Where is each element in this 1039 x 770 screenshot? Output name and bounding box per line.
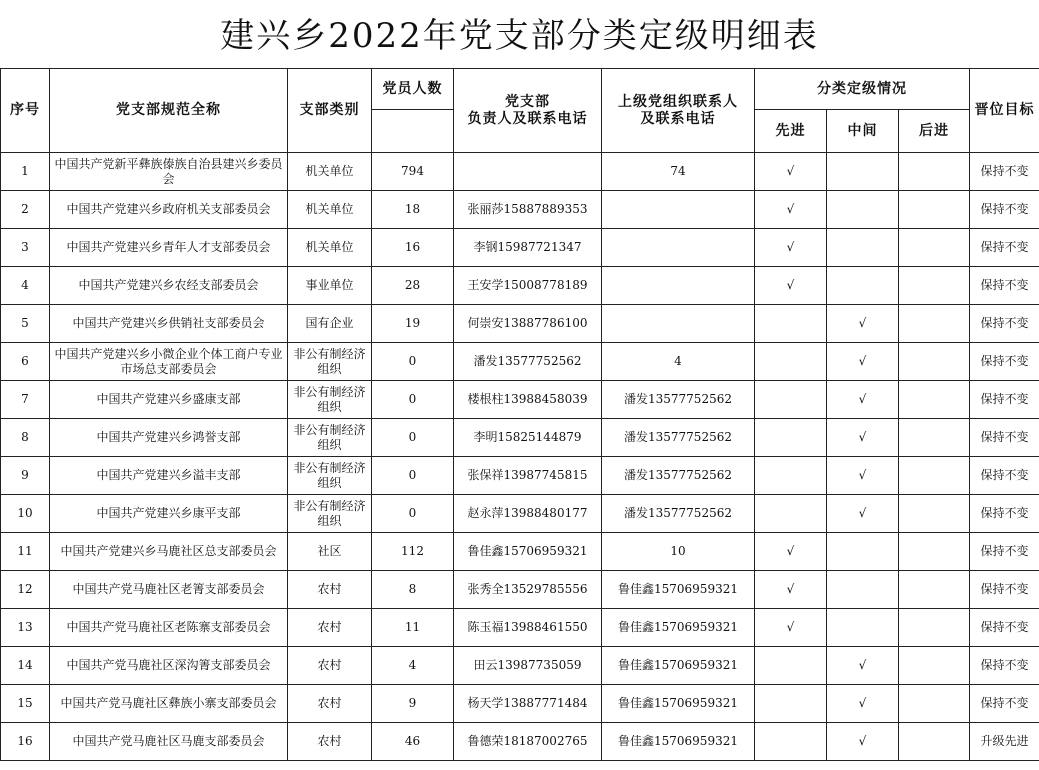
header-members-blank — [372, 110, 454, 153]
cell-name: 中国共产党新平彝族傣族自治县建兴乡委员会 — [50, 153, 288, 191]
cell-advanced: √ — [755, 153, 827, 191]
cell-members: 794 — [372, 153, 454, 191]
header-advanced: 先进 — [755, 110, 827, 153]
cell-category: 农村 — [288, 609, 372, 647]
cell-seq: 9 — [1, 457, 50, 495]
cell-advanced — [755, 419, 827, 457]
cell-name: 中国共产党建兴乡盛康支部 — [50, 381, 288, 419]
cell-advanced: √ — [755, 609, 827, 647]
cell-seq: 11 — [1, 533, 50, 571]
cell-target: 保持不变 — [970, 609, 1039, 647]
cell-superior — [602, 229, 755, 267]
header-leader: 党支部 负责人及联系电话 — [454, 69, 602, 153]
cell-category: 非公有制经济组织 — [288, 419, 372, 457]
cell-name: 中国共产党马鹿社区彝族小寨支部委员会 — [50, 685, 288, 723]
cell-target: 保持不变 — [970, 267, 1039, 305]
cell-middle: √ — [827, 381, 899, 419]
cell-backward — [899, 191, 970, 229]
cell-superior: 鲁佳鑫15706959321 — [602, 685, 755, 723]
cell-target: 保持不变 — [970, 419, 1039, 457]
cell-leader: 田云13987735059 — [454, 647, 602, 685]
cell-members: 9 — [372, 685, 454, 723]
header-seq: 序号 — [1, 69, 50, 153]
header-members: 党员人数 — [372, 69, 454, 110]
cell-advanced — [755, 305, 827, 343]
header-grading: 分类定级情况 — [755, 69, 970, 110]
cell-members: 0 — [372, 343, 454, 381]
cell-middle — [827, 267, 899, 305]
table-row — [1, 685, 1039, 723]
cell-name: 中国共产党马鹿社区老箐支部委员会 — [50, 571, 288, 609]
cell-backward — [899, 685, 970, 723]
table-row — [1, 495, 1039, 533]
cell-middle — [827, 191, 899, 229]
cell-leader: 李明15825144879 — [454, 419, 602, 457]
cell-middle — [827, 571, 899, 609]
table-row — [1, 571, 1039, 609]
cell-name: 中国共产党马鹿社区深沟箐支部委员会 — [50, 647, 288, 685]
cell-members: 11 — [372, 609, 454, 647]
cell-backward — [899, 609, 970, 647]
table-row — [1, 647, 1039, 685]
cell-superior: 74 — [602, 153, 755, 191]
cell-name: 中国共产党建兴乡鸿誉支部 — [50, 419, 288, 457]
cell-category: 非公有制经济组织 — [288, 457, 372, 495]
cell-advanced — [755, 495, 827, 533]
cell-category: 非公有制经济组织 — [288, 381, 372, 419]
cell-leader: 潘发13577752562 — [454, 343, 602, 381]
cell-superior — [602, 267, 755, 305]
header-target: 晋位目标 — [970, 69, 1039, 153]
cell-target: 保持不变 — [970, 229, 1039, 267]
cell-backward — [899, 267, 970, 305]
cell-category: 农村 — [288, 571, 372, 609]
cell-superior: 鲁佳鑫15706959321 — [602, 723, 755, 761]
cell-advanced: √ — [755, 267, 827, 305]
cell-advanced — [755, 457, 827, 495]
table-row — [1, 153, 1039, 191]
table-row — [1, 419, 1039, 457]
cell-backward — [899, 723, 970, 761]
cell-name: 中国共产党建兴乡农经支部委员会 — [50, 267, 288, 305]
cell-target: 保持不变 — [970, 305, 1039, 343]
cell-superior: 鲁佳鑫15706959321 — [602, 609, 755, 647]
cell-target: 保持不变 — [970, 647, 1039, 685]
cell-superior: 潘发13577752562 — [602, 495, 755, 533]
cell-middle — [827, 533, 899, 571]
cell-target: 保持不变 — [970, 153, 1039, 191]
cell-seq: 3 — [1, 229, 50, 267]
grading-table — [0, 68, 1039, 761]
cell-superior: 鲁佳鑫15706959321 — [602, 647, 755, 685]
cell-category: 机关单位 — [288, 153, 372, 191]
cell-members: 0 — [372, 419, 454, 457]
cell-category: 机关单位 — [288, 229, 372, 267]
cell-seq: 13 — [1, 609, 50, 647]
table-row — [1, 229, 1039, 267]
cell-seq: 5 — [1, 305, 50, 343]
cell-backward — [899, 419, 970, 457]
cell-leader: 鲁德荣18187002765 — [454, 723, 602, 761]
cell-category: 农村 — [288, 685, 372, 723]
cell-members: 0 — [372, 495, 454, 533]
cell-category: 社区 — [288, 533, 372, 571]
cell-backward — [899, 571, 970, 609]
cell-middle: √ — [827, 647, 899, 685]
cell-name: 中国共产党建兴乡马鹿社区总支部委员会 — [50, 533, 288, 571]
cell-middle: √ — [827, 305, 899, 343]
cell-members: 18 — [372, 191, 454, 229]
cell-seq: 2 — [1, 191, 50, 229]
cell-target: 保持不变 — [970, 343, 1039, 381]
cell-advanced — [755, 381, 827, 419]
cell-seq: 8 — [1, 419, 50, 457]
cell-superior: 4 — [602, 343, 755, 381]
cell-middle: √ — [827, 419, 899, 457]
table-body — [1, 153, 1039, 761]
header-middle: 中间 — [827, 110, 899, 153]
cell-members: 28 — [372, 267, 454, 305]
cell-target: 保持不变 — [970, 457, 1039, 495]
header-superior: 上级党组织联系人 及联系电话 — [602, 69, 755, 153]
cell-middle: √ — [827, 495, 899, 533]
cell-advanced: √ — [755, 229, 827, 267]
cell-members: 4 — [372, 647, 454, 685]
cell-middle — [827, 153, 899, 191]
cell-leader: 张保祥13987745815 — [454, 457, 602, 495]
cell-seq: 1 — [1, 153, 50, 191]
cell-leader: 鲁佳鑫15706959321 — [454, 533, 602, 571]
cell-advanced: √ — [755, 533, 827, 571]
cell-name: 中国共产党建兴乡康平支部 — [50, 495, 288, 533]
cell-middle: √ — [827, 343, 899, 381]
cell-backward — [899, 533, 970, 571]
cell-seq: 4 — [1, 267, 50, 305]
cell-superior: 10 — [602, 533, 755, 571]
cell-superior: 鲁佳鑫15706959321 — [602, 571, 755, 609]
cell-seq: 7 — [1, 381, 50, 419]
cell-leader: 王安学15008778189 — [454, 267, 602, 305]
cell-target: 保持不变 — [970, 533, 1039, 571]
cell-middle — [827, 609, 899, 647]
cell-seq: 14 — [1, 647, 50, 685]
cell-seq: 15 — [1, 685, 50, 723]
cell-backward — [899, 381, 970, 419]
table-row — [1, 381, 1039, 419]
cell-superior — [602, 191, 755, 229]
page-title: 建兴乡2022年党支部分类定级明细表 — [220, 16, 819, 56]
cell-superior: 潘发13577752562 — [602, 457, 755, 495]
cell-name: 中国共产党建兴乡政府机关支部委员会 — [50, 191, 288, 229]
cell-category: 非公有制经济组织 — [288, 495, 372, 533]
cell-leader: 何崇安13887786100 — [454, 305, 602, 343]
cell-advanced — [755, 647, 827, 685]
cell-target: 保持不变 — [970, 495, 1039, 533]
cell-leader: 楼根柱13988458039 — [454, 381, 602, 419]
cell-leader: 张丽莎15887889353 — [454, 191, 602, 229]
cell-members: 46 — [372, 723, 454, 761]
cell-leader: 张秀全13529785556 — [454, 571, 602, 609]
table-row — [1, 305, 1039, 343]
table-row — [1, 723, 1039, 761]
cell-target: 保持不变 — [970, 191, 1039, 229]
cell-name: 中国共产党马鹿社区马鹿支部委员会 — [50, 723, 288, 761]
cell-advanced: √ — [755, 571, 827, 609]
cell-seq: 12 — [1, 571, 50, 609]
table-row — [1, 609, 1039, 647]
cell-backward — [899, 229, 970, 267]
cell-members: 0 — [372, 457, 454, 495]
cell-seq: 10 — [1, 495, 50, 533]
cell-superior: 潘发13577752562 — [602, 381, 755, 419]
cell-target: 升级先进 — [970, 723, 1039, 761]
cell-advanced — [755, 723, 827, 761]
cell-middle: √ — [827, 457, 899, 495]
cell-target: 保持不变 — [970, 685, 1039, 723]
cell-middle: √ — [827, 723, 899, 761]
header-category: 支部类别 — [288, 69, 372, 153]
cell-backward — [899, 153, 970, 191]
cell-members: 16 — [372, 229, 454, 267]
cell-advanced: √ — [755, 191, 827, 229]
cell-seq: 6 — [1, 343, 50, 381]
cell-target: 保持不变 — [970, 381, 1039, 419]
cell-members: 112 — [372, 533, 454, 571]
cell-leader: 杨天学13887771484 — [454, 685, 602, 723]
cell-name: 中国共产党建兴乡供销社支部委员会 — [50, 305, 288, 343]
cell-category: 国有企业 — [288, 305, 372, 343]
cell-members: 19 — [372, 305, 454, 343]
table-row — [1, 343, 1039, 381]
cell-name: 中国共产党建兴乡青年人才支部委员会 — [50, 229, 288, 267]
cell-backward — [899, 343, 970, 381]
table-row — [1, 457, 1039, 495]
header-row-top — [1, 69, 1039, 110]
cell-superior — [602, 305, 755, 343]
cell-backward — [899, 305, 970, 343]
header-backward: 后进 — [899, 110, 970, 153]
cell-leader: 赵永萍13988480177 — [454, 495, 602, 533]
cell-advanced — [755, 343, 827, 381]
cell-category: 事业单位 — [288, 267, 372, 305]
cell-category: 农村 — [288, 723, 372, 761]
cell-name: 中国共产党建兴乡小微企业个体工商户专业市场总支部委员会 — [50, 343, 288, 381]
table-row — [1, 191, 1039, 229]
cell-backward — [899, 495, 970, 533]
table-row — [1, 267, 1039, 305]
cell-advanced — [755, 685, 827, 723]
cell-middle: √ — [827, 685, 899, 723]
table-row — [1, 533, 1039, 571]
cell-leader — [454, 153, 602, 191]
cell-target: 保持不变 — [970, 571, 1039, 609]
cell-category: 非公有制经济组织 — [288, 343, 372, 381]
cell-backward — [899, 647, 970, 685]
cell-leader: 李钢15987721347 — [454, 229, 602, 267]
cell-backward — [899, 457, 970, 495]
cell-name: 中国共产党建兴乡溢丰支部 — [50, 457, 288, 495]
cell-middle — [827, 229, 899, 267]
cell-name: 中国共产党马鹿社区老陈寨支部委员会 — [50, 609, 288, 647]
cell-seq: 16 — [1, 723, 50, 761]
cell-members: 0 — [372, 381, 454, 419]
cell-superior: 潘发13577752562 — [602, 419, 755, 457]
cell-members: 8 — [372, 571, 454, 609]
cell-category: 农村 — [288, 647, 372, 685]
cell-category: 机关单位 — [288, 191, 372, 229]
header-name: 党支部规范全称 — [50, 69, 288, 153]
cell-leader: 陈玉福13988461550 — [454, 609, 602, 647]
